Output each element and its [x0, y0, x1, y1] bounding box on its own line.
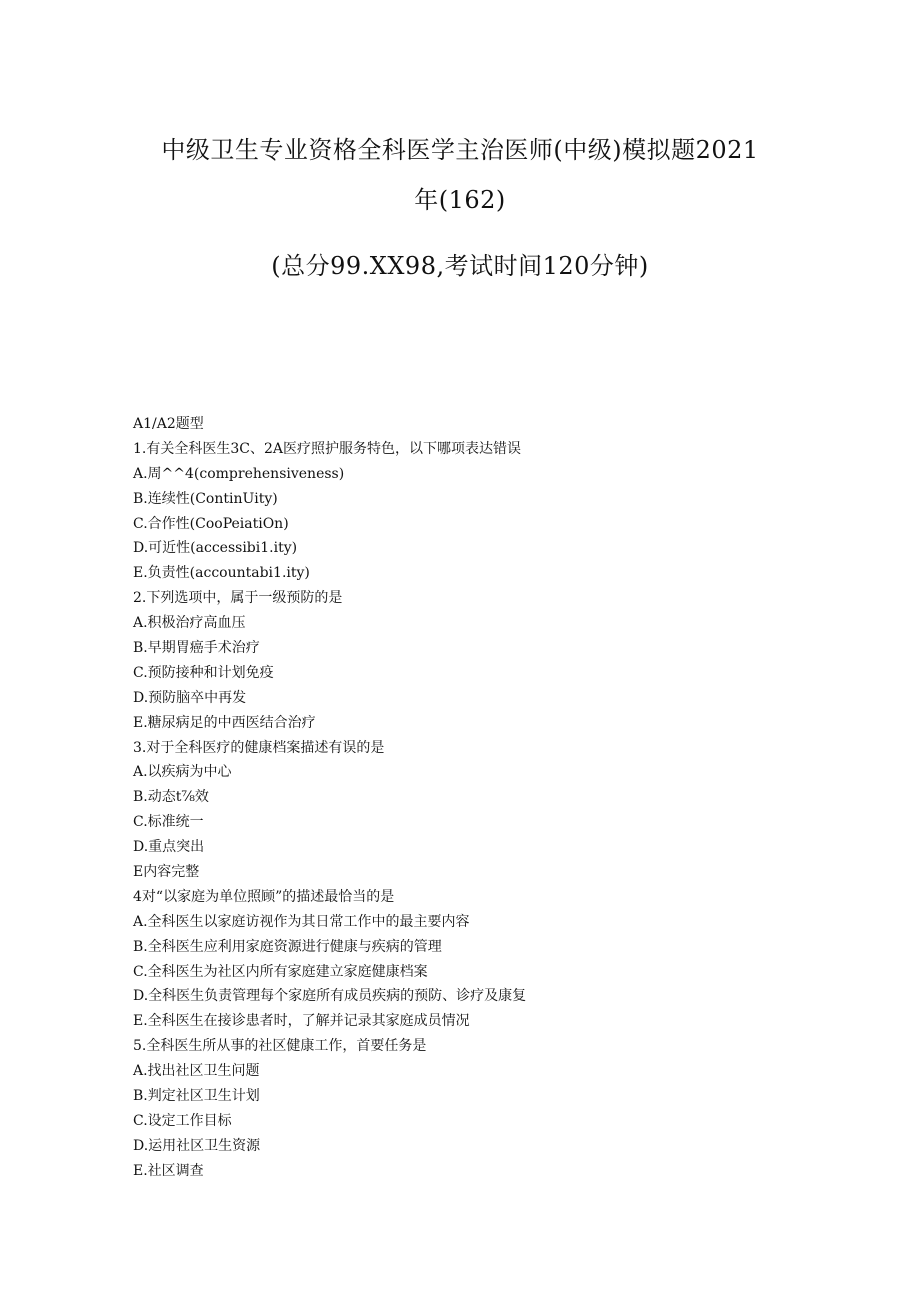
answer-option: B.连续性(ContinUity) — [133, 490, 278, 507]
answer-option: C.合作性(CooPeiatiOn) — [133, 515, 289, 532]
answer-option: C.标准统一 — [133, 814, 204, 831]
question-stem: 3.对于全科医疗的健康档案描述有误的是 — [133, 739, 385, 756]
question-list — [133, 412, 833, 1184]
answer-option: A.全科医生以家庭访视作为其日常工作中的最主要内容 — [133, 913, 470, 930]
section-heading: A1/A2题型 — [133, 416, 204, 432]
answer-option: A.以疾病为中心 — [133, 764, 232, 781]
question-stem: 1.有关全科医生3C、2A医疗照护服务特色，以下哪项表达错误 — [133, 440, 521, 457]
answer-option: E.负责性(accountabi1.ity) — [133, 565, 310, 582]
question-stem: 5.全科医生所从事的社区健康工作，首要任务是 — [133, 1038, 427, 1055]
answer-option: A.周^^4(comprehensiveness) — [133, 465, 345, 482]
answer-option: B.全科医生应利用家庭资源进行健康与疾病的管理 — [133, 938, 442, 955]
answer-option: C.预防接种和计划免疫 — [133, 664, 274, 681]
answer-option: E内容完整 — [133, 864, 200, 881]
answer-option: C.设定工作目标 — [133, 1112, 232, 1129]
answer-option: A.积极治疗高血压 — [133, 615, 246, 632]
answer-option: B.早期胃癌手术治疗 — [133, 640, 260, 657]
answer-option: A.找出社区卫生问题 — [133, 1063, 260, 1080]
answer-option: D.运用社区卫生资源 — [133, 1137, 261, 1154]
document-title-line-1: 中级卫生专业资格全科医学主治医师(中级)模拟题2021 — [161, 136, 759, 164]
answer-option: E.全科医生在接诊患者时，了解并记录其家庭成员情况 — [133, 1013, 470, 1030]
question-stem: 4对“以家庭为单位照顾”的描述最恰当的是 — [133, 888, 395, 905]
answer-option: C.全科医生为社区内所有家庭建立家庭健康档案 — [133, 963, 428, 980]
question-stem: 2.下列选项中，属于一级预防的是 — [133, 590, 343, 607]
answer-option: D.预防脑卒中再发 — [133, 689, 247, 706]
answer-option: E.糖尿病足的中西医结合治疗 — [133, 714, 316, 731]
document-title-line-2: 年(162) — [414, 186, 506, 214]
answer-option: D.重点突出 — [133, 839, 205, 856]
answer-option: B.判定社区卫生计划 — [133, 1088, 260, 1105]
answer-option: D.全科医生负责管理每个家庭所有成员疾病的预防、诊疗及康复 — [133, 988, 527, 1005]
answer-option: E.社区调查 — [133, 1162, 204, 1179]
answer-option: D.可近性(accessibi1.ity) — [133, 540, 298, 557]
answer-option: B.动态t⅞效 — [133, 789, 209, 806]
document-subtitle: (总分99.XX98,考试时间120分钟) — [271, 252, 649, 280]
